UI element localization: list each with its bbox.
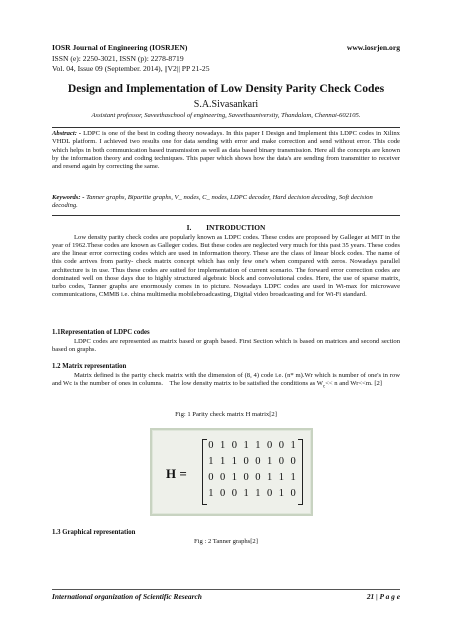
matrix-cell: 0: [231, 488, 237, 499]
abstract-label: Abstract: -: [52, 130, 82, 137]
matrix-cell: 0: [255, 456, 261, 467]
matrix-cell: 0: [278, 440, 284, 451]
matrix-row: [205, 471, 299, 485]
matrix-cell: 1: [208, 456, 214, 467]
footer-rule: [52, 589, 400, 590]
matrix-cell: 1: [278, 472, 284, 483]
abstract-top-rule: [52, 127, 400, 128]
footer-organization: International organization of Scientific Research: [52, 592, 202, 601]
matrix-cell: 0: [267, 488, 273, 499]
journal-issn: ISSN (e): 2250-3021, ISSN (p): 2278-8719: [52, 53, 184, 63]
matrix-cell: 0: [220, 472, 226, 483]
section-heading-introduction: I. INTRODUCTION: [186, 223, 266, 232]
paper-title: Design and Implementation of Low Density Parity Check Codes: [67, 82, 385, 95]
representation-text: LDPC codes are represented as matrix based or graph based. First Section which is based on matrices and second section based on graphs.: [52, 338, 400, 354]
subsection-heading-representation: 1.1Representation of LDPC codes: [52, 329, 150, 336]
matrix-cell: 1: [255, 440, 261, 451]
figure1-caption: Fig: 1 Parity check matrix H matrix[2]: [175, 411, 277, 418]
matrix-cell: 1: [231, 472, 237, 483]
introduction-text: Low density parity check codes are popularly known as LDPC codes. These codes are proposed by Galleger at MIT in the year of 1962.These codes are known as Galleger codes. But these codes are neglected very much for this past 35 years. These codes are the linear error correcting codes which are used in information theory. These are the class of linear block codes. The name of this code arrives from parity- check matrix concept which has only few one's when compared with zeros. Nowadays parallel architecture is in use. Thus these codes are suited for implementation of current scenario. The forward error correction codes are dominated well on those days due to highly structured algebraic block and convolutional codes. Here, the use of sparse matrix, turbo codes, Tanner graphs are enormously comes in to picture. Nowadays LDPC codes are used in Wi-max for microwave communications, CMMB i.e. china multimedia mobilebroadcasting, Digital video broadcasting and for Wi-Fi standard.: [52, 234, 400, 299]
abstract-text: LDPC is one of the best in coding theory nowadays. In this paper I Design and Implement this LDPC codes in Xilinx VHDL platform. I achieved two results one for data sending with error and make correction and send without error. This code which helps in both communication based transmission as well as data based binary transmission. Here all the concepts are known by the information theory and coding techniques. This paper which shows how the data's are sending from transmitter to receiver and resend again by correcting the same.: [52, 130, 400, 171]
figure2-caption: Fig : 2 Tanner graphs[2]: [194, 538, 258, 545]
matrix-cell: 1: [267, 456, 273, 467]
keywords: [52, 194, 400, 211]
matrix-row: [205, 487, 299, 501]
matrix-cell: 0: [267, 440, 273, 451]
matrix-text-part3: << n and Wr<<m. [2]: [325, 380, 383, 388]
matrix-cell: 0: [231, 440, 237, 451]
abstract: [52, 130, 400, 171]
matrix-cell: 1: [220, 440, 226, 451]
matrix-cell: 0: [290, 488, 296, 499]
matrix-cell: 1: [278, 488, 284, 499]
matrix-cell: 1: [290, 472, 296, 483]
keywords-text: Tanner graphs, Bipartite graphs, V_ nodes, C_ nodes, LDPC decoder, Hard decision decoding, Soft decision decoding.: [52, 194, 373, 210]
matrix-cell: 1: [208, 488, 214, 499]
matrix-cell: 0: [208, 440, 214, 451]
matrix-text-part2: The low density matrix to be satisfied the conditions as W: [169, 380, 323, 388]
journal-website-link[interactable]: www.iosrjen.org: [346, 43, 400, 52]
journal-name: IOSR Journal of Engineering (IOSRJEN): [52, 43, 188, 52]
matrix-cell: 1: [267, 472, 273, 483]
keywords-label: Keywords: -: [52, 194, 85, 201]
matrix-row: [205, 439, 299, 453]
matrix-text-subscript: c: [322, 384, 326, 390]
subsection-heading-matrix: 1.2 Matrix representation: [52, 363, 127, 370]
matrix-cell: 1: [231, 456, 237, 467]
matrix-cell: 1: [290, 440, 296, 451]
matrix-cell: 1: [220, 456, 226, 467]
matrix-cell: 0: [220, 488, 226, 499]
footer-page-number: 21 | P a g e: [366, 592, 400, 601]
matrix-grid: [205, 439, 299, 503]
matrix-text: [52, 372, 400, 392]
matrix-cell: 0: [290, 456, 296, 467]
matrix-row: [205, 455, 299, 469]
matrix-cell: 1: [255, 488, 261, 499]
matrix-cell: 1: [243, 440, 249, 451]
journal-header: [52, 43, 210, 75]
matrix-label: H =: [166, 466, 187, 481]
matrix-cell: 0: [208, 472, 214, 483]
paper-author: S.A.Sivasankari: [193, 99, 259, 110]
subsection-heading-graphical: 1.3 Graphical representation: [52, 529, 136, 536]
author-affiliation: Assistant professor, Saveethaschool of engineering, Saveethauniversity, Thandalam, Chennai-602105.: [91, 112, 361, 119]
journal-volume: Vol. 04, Issue 09 (September. 2014), ||V2|| PP 21-25: [52, 64, 210, 74]
matrix-cell: 0: [243, 472, 249, 483]
parity-check-matrix-figure: [150, 428, 313, 516]
matrix-cell: 1: [243, 488, 249, 499]
matrix-text-part1: Matrix defined is the parity check matrix with the dimension of (8, 4) code i.e. (n* m).Wr which is number of one's in row and Wc is the number of ones in columns.: [52, 372, 400, 388]
matrix-cell: 0: [243, 456, 249, 467]
keywords-bottom-rule: [52, 215, 400, 216]
matrix-cell: 0: [255, 472, 261, 483]
matrix-cell: 0: [278, 456, 284, 467]
